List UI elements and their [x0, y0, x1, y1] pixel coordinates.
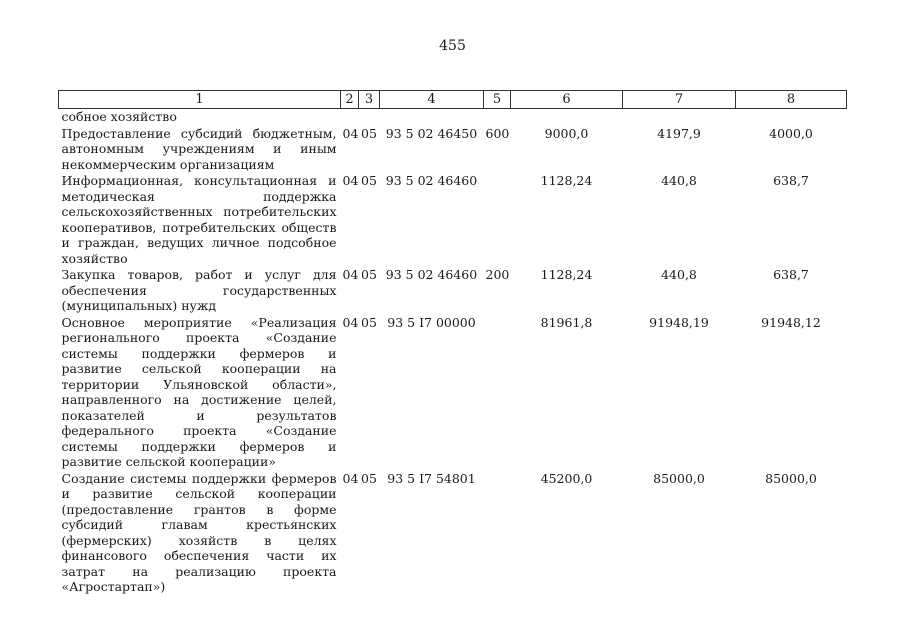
- row-value-7: 440,8: [661, 173, 697, 188]
- row-rz: 04: [342, 314, 359, 330]
- row-pr: 05: [361, 470, 377, 486]
- row-csr: 93 5 I7 00000: [387, 314, 476, 330]
- row-name: Основное мероприятие «Реализация регионального проекта «Создание системы поддержки фермеров и развитие сельской кооперации на территории Ульяновской области», направленного на достижение целей, показателей и результатов федерального проекта «Создание системы поддержки фермеров и развитие сельской кооперации»: [61, 314, 337, 469]
- page-number: 455: [439, 38, 466, 54]
- table-row: [59, 471, 847, 596]
- row-pr: 05: [361, 173, 377, 188]
- column-header: 2: [341, 91, 359, 109]
- table-row: [59, 109, 847, 126]
- row-csr: 93 5 02 46460: [385, 173, 478, 188]
- table-row: [59, 267, 847, 315]
- row-rz: 04: [342, 470, 359, 486]
- row-pr: 05: [361, 125, 377, 141]
- row-name: Закупка товаров, работ и услуг для обеспечения государственных (муниципальных) нужд: [61, 267, 337, 313]
- row-value-6: 1128,24: [540, 267, 593, 282]
- column-header: 5: [484, 91, 511, 109]
- row-value-7: 85000,0: [653, 470, 705, 486]
- header-row: [59, 91, 847, 109]
- row-pr: [359, 109, 380, 126]
- row-value-8: 638,7: [773, 173, 809, 188]
- row-vr: 600: [485, 125, 510, 141]
- row-name: Предоставление субсидий бюджетным, автономным учреждениям и иным некоммерческим организациям: [61, 125, 337, 172]
- row-rz: [341, 109, 359, 126]
- row-value-8: 4000,0: [769, 125, 813, 141]
- row-value-6: [511, 109, 623, 126]
- row-value-6: 81961,8: [540, 314, 593, 330]
- row-value-8: 91948,12: [761, 314, 821, 330]
- row-value-6: 1128,24: [540, 173, 593, 188]
- column-header: 3: [359, 91, 380, 109]
- column-header: 7: [623, 91, 736, 109]
- row-value-6: 45200,0: [540, 470, 593, 486]
- column-header: 1: [59, 91, 341, 109]
- row-value-8: 85000,0: [765, 470, 817, 486]
- row-rz: 04: [342, 267, 359, 282]
- row-pr: 05: [361, 314, 377, 330]
- row-rz: 04: [342, 173, 359, 188]
- table-row: [59, 173, 847, 267]
- table-row: [59, 126, 847, 174]
- row-csr: 93 5 02 46460: [385, 267, 478, 282]
- row-vr: 200: [485, 267, 510, 282]
- row-value-7: [623, 109, 736, 126]
- table-row: [59, 315, 847, 471]
- row-value-7: 4197,9: [657, 125, 701, 141]
- row-vr: [484, 109, 511, 126]
- row-value-8: [736, 109, 847, 126]
- row-value-7: 440,8: [661, 267, 697, 282]
- column-header: 4: [380, 91, 484, 109]
- row-csr: [380, 109, 484, 126]
- row-value-8: 638,7: [773, 267, 809, 282]
- row-value-6: 9000,0: [544, 125, 589, 141]
- row-vr: [484, 315, 511, 471]
- row-name: собное хозяйство: [61, 109, 177, 124]
- column-header: 8: [736, 91, 847, 109]
- row-name: Информационная, консультационная и методическая поддержка сельскохозяйственных потребительских кооперативов, потребительских обществ и граждан, ведущих личное подсобное хозяйство: [61, 173, 337, 266]
- row-rz: 04: [342, 125, 359, 141]
- row-name: Создание системы поддержки фермеров и развитие сельской кооперации (предоставление грантов в форме субсидий главам крестьянских (фермерских) хозяйств в целях финансового обеспечения части их затрат на реализацию проекта «Агростартап»): [61, 470, 337, 594]
- column-header: 6: [511, 91, 623, 109]
- row-vr: [484, 471, 511, 596]
- row-csr: 93 5 I7 54801: [387, 470, 476, 486]
- row-csr: 93 5 02 46450: [385, 125, 478, 141]
- row-value-7: 91948,19: [649, 314, 709, 330]
- budget-table: [58, 90, 847, 596]
- row-vr: [484, 173, 511, 267]
- row-pr: 05: [361, 267, 377, 282]
